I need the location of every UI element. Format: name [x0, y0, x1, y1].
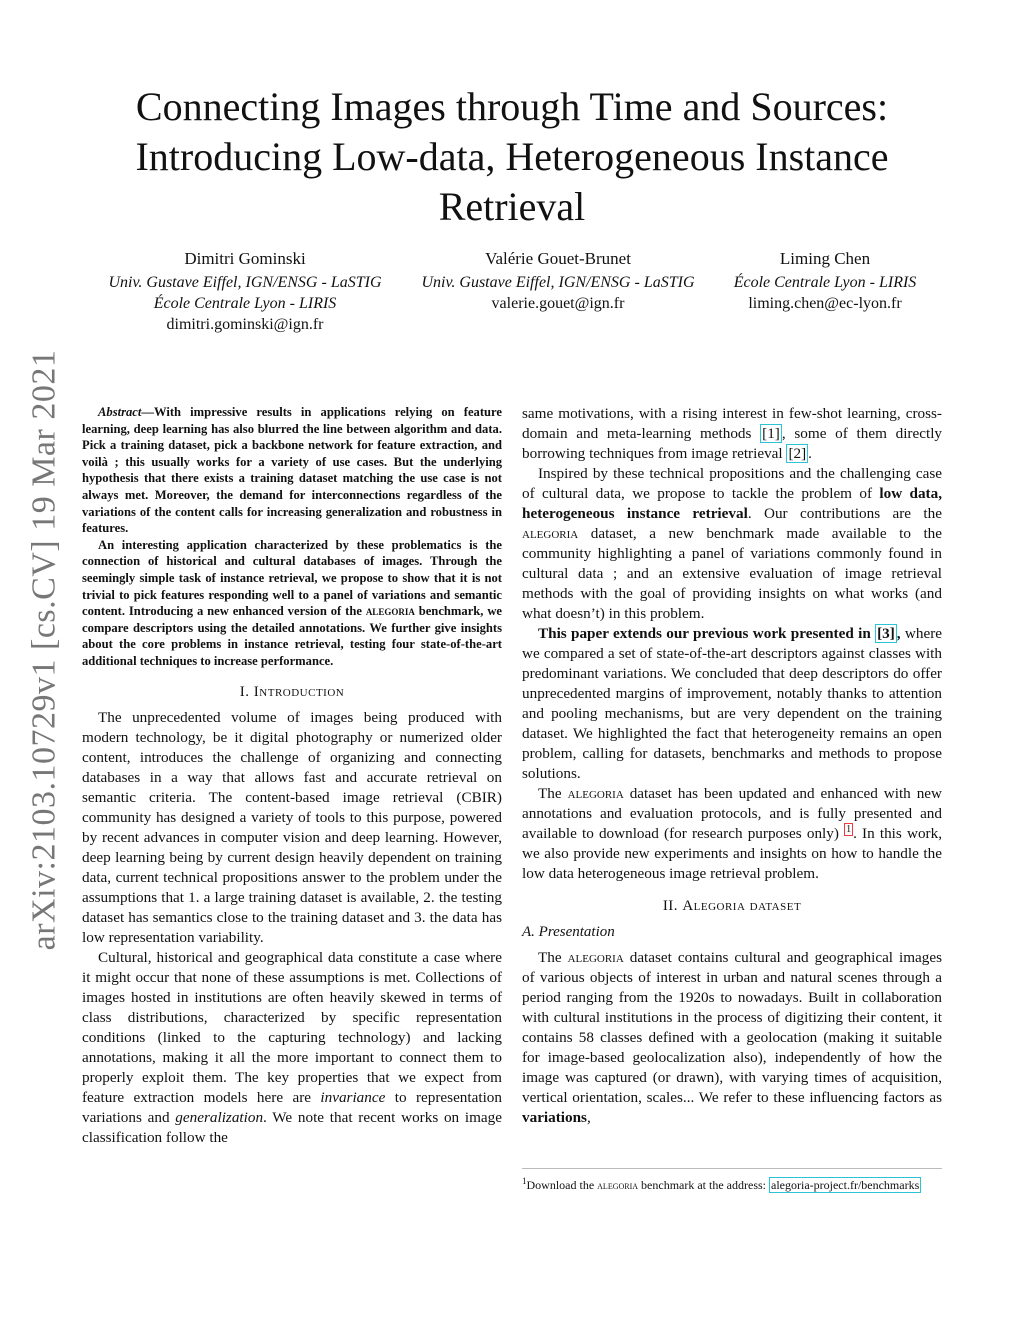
author-block [720, 248, 930, 314]
abstract-paragraph: An interesting application characterized by these problematics is the connection of historical and cultural databases of images. Through the seemingly simple task of instance retrieval, we propose to show that it is not trivial to pick features responding well to a panel of variations and semantic content. Introducing a new enhanced version of the alegoria benchmark, we compare descriptors using the detailed annotations. We further give insights about the core problems in instance retrieval, testing four state-of-the-art additional techniques to increase performance. [82, 537, 503, 668]
section-heading-introduction: I. Introduction [239, 683, 345, 700]
benchmark-link[interactable]: alegoria-project.fr/benchmarks [771, 1178, 920, 1192]
author-name: Liming Chen [779, 249, 871, 268]
footnote-marker[interactable]: 1 [846, 823, 852, 835]
author-affiliation: Univ. Gustave Eiffel, IGN/ENSG - LaSTIG [108, 274, 382, 291]
author-affiliation: École Centrale Lyon - LIRIS [733, 274, 917, 291]
body-paragraph: The alegoria dataset has been updated and enhanced with new annotations and evaluation protocols, and is fully presented and available to download (for research purposes only) $^1$ . In this work, we also provide new experiments and insights on how to handle the low data heterogeneous image retrieval problem. [522, 785, 942, 882]
subsection-heading: A. Presentation [522, 924, 615, 940]
author-name: Valérie Gouet-Brunet [485, 249, 631, 268]
author-email[interactable]: liming.chen@ec-lyon.fr [748, 295, 902, 312]
section-heading-dataset: II. Alegoria dataset [662, 898, 802, 914]
abstract-label: Abstract [98, 405, 142, 419]
arxiv-id-text: arXiv:2103.10729v1 [cs.CV] 19 Mar 2021 [25, 349, 63, 951]
arxiv-side-label [20, 350, 68, 950]
body-paragraph: Cultural, historical and geographical data constitute a case where it might occur that none of these assumptions is met. Collections of images hosted in institutions are often heavily skewed in terms of class distributions, characterized by specific representation conditions (linked to the capturing technology) and lacking annotations, making it all the more important to connect them to properly exploit them. The key properties that we expect from feature extraction models here are invariance to representation variations and generalization. We note that recent works on image classification follow the [82, 948, 502, 1146]
abstract-paragraph: Abstract—With impressive results in applications relying on feature learning, deep learning has also blurred the line between algorithm and data. Pick a training dataset, pick a backbone network for feature extraction, and voilà ; this usually works for a variety of use cases. But the underlying hypothesis that there exists a training dataset matching the use case is not always met. Moreover, the demand for interconnections regardless of the variations of the content calls for increasing generalization and robustness in features. [82, 405, 502, 536]
body-paragraph: This paper extends our previous work presented in [3] , where we compared a set of state-of-the-art descriptors against classes with predominant variations. We concluded that deep descriptors do offer unprecedented margins of improvement, notably thanks to attention and pooling mechanisms, but are very dependent on the training dataset. We highlighted the fact that heterogeneity remains an open problem, calling for datasets, benchmarks and methods to propose solutions. [522, 625, 942, 782]
right-column [522, 404, 942, 1128]
citation-link[interactable]: [2] [788, 445, 807, 462]
author-block [90, 248, 400, 335]
abstract [82, 404, 502, 670]
body-paragraph: Inspired by these technical propositions and the challenging case of cultural data, we propose to tackle the problem of low data, heterogeneous instance retrieval. Our contributions are the alegoria dataset, a new benchmark made available to the community highlighting a panel of variations commonly found in cultural data ; and an extensive evaluation of image retrieval methods with the goal of providing insights on what works (and what doesn’t) in this problem. [522, 465, 942, 622]
author-email[interactable]: valerie.gouet@ign.fr [491, 295, 625, 312]
author-name: Dimitri Gominski [184, 249, 306, 268]
footnote-number: 1 [522, 1176, 527, 1186]
footnote: $^1$Download the alegoria benchmark at the address: alegoria-project.fr/benchmarks [522, 1168, 942, 1193]
author-affiliation: École Centrale Lyon - LIRIS [153, 295, 337, 312]
citation-link[interactable]: [1] [762, 425, 780, 442]
body-paragraph: The unprecedented volume of images being produced with modern technology, be it digital photography or numerized older content, introduces the challenge of organizing and connecting databases in a way that allows fast and accurate retrieval on semantic criteria. The content-based image retrieval (CBIR) community has designed a variety of tools to this purpose, powered by recent advances in computer vision and deep learning. However, deep learning being by current design heavily dependent on training data, current technical propositions answer to the problem under the assumptions that 1. a large training dataset is available, 2. the testing dataset has semantics close to the training dataset and 3. the data has low representation variability. [82, 708, 502, 946]
paper-title: Connecting Images through Time and Sources: Introducing Low-data, Heterogeneous Instance Retrieval [135, 84, 889, 229]
author-email[interactable]: dimitri.gominski@ign.fr [166, 316, 324, 333]
body-paragraph: same motivations, with a rising interest in few-shot learning, cross-domain and meta-learning methods [1] , some of them directly borrowing techniques from image retrieval [2] . [522, 405, 943, 462]
author-affiliation: Univ. Gustave Eiffel, IGN/ENSG - LaSTIG [421, 274, 695, 291]
left-column [82, 404, 502, 1148]
author-block [408, 248, 708, 314]
body-paragraph: The alegoria dataset contains cultural and geographical images of various objects of interest in urban and natural scenes through a period ranging from the 1920s to nowadays. Built in collaboration with cultural institutions in the process of digitizing their content, it contains 58 classes defined with a geolocation (making it suitable for image-based geolocalization also), independently of how the image was captured (or drawn), with varying times of acquisition, vertical orientation, scales... We refer to these influencing factors as variations, [522, 949, 942, 1126]
citation-link[interactable]: [3] [877, 625, 895, 642]
